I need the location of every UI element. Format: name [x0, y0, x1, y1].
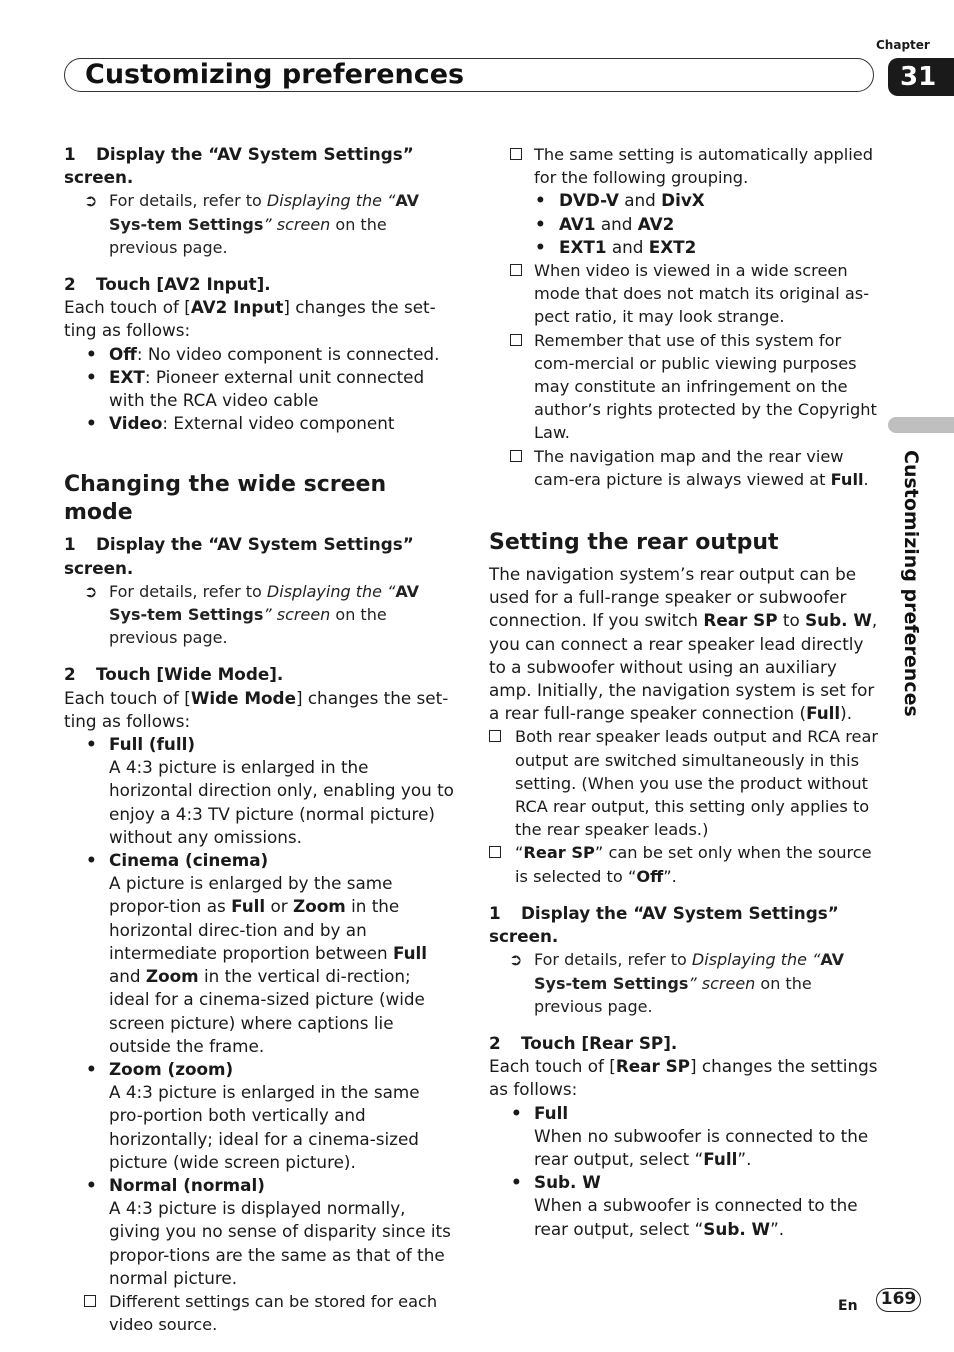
note: “Rear SP” can be set only when the source is selected to “Off”.	[489, 841, 879, 887]
list-item: • Video: External video component	[86, 413, 395, 434]
step-1: 1 Display the “AV System Settings” screen.	[64, 144, 414, 188]
list-item-desc: When a subwoofer is connected to the rear output, select “Sub. W”.	[534, 1195, 858, 1239]
list-item: • DVD-V and DivX	[535, 190, 705, 211]
title-bar	[64, 58, 874, 92]
step-2: 2 Touch [Rear SP].	[489, 1032, 678, 1053]
list-item: • Cinema (cinema)	[86, 850, 269, 871]
side-tab-text: Customizing preferences	[900, 450, 922, 717]
chapter-number: 31	[888, 58, 954, 96]
list-item: • Full (full)	[86, 734, 196, 755]
reference-note: ➲ For details, refer to Displaying the “AV Sys-tem Settings” screen on the previous page.	[84, 581, 420, 648]
list-item-desc: A 4:3 picture is displayed normally, giving you no sense of disparity since its propor-tions are the same as that of the normal picture.	[109, 1198, 451, 1288]
reference-note: ➲ For details, refer to Displaying the “AV Sys-tem Settings” screen on the previous page.	[509, 950, 845, 1016]
step-1: 1 Display the “AV System Settings” screen.	[489, 902, 839, 947]
arrow-icon: ➲	[509, 950, 523, 970]
step-1: 1 Display the “AV System Settings” screen.	[64, 534, 414, 578]
list-item: • Sub. W	[511, 1172, 601, 1193]
chapter-label: Chapter	[876, 38, 930, 52]
section-heading: Changing the wide screen mode	[64, 472, 387, 526]
list-item: • Off: No video component is connected.	[86, 343, 440, 364]
wide-intro: Each touch of [Wide Mode] changes the set-ting as follows:	[64, 687, 449, 731]
left-column	[64, 143, 454, 1336]
page-title: Customizing preferences	[85, 59, 465, 90]
list-item: • Zoom (zoom)	[86, 1058, 234, 1079]
arrow-icon: ➲	[84, 581, 98, 601]
note: When video is viewed in a wide screen mode that does not match its original as-pect ratio, it may look strange.	[489, 259, 879, 329]
list-item-desc: A 4:3 picture is enlarged in the horizontal direction only, enabling you to enjoy a 4:3 TV picture (normal picture) without any omissions.	[109, 757, 454, 847]
note: Both rear speaker leads output and RCA rear output are switched simultaneously in this setting. (When you use the product without RCA rear output, this setting only applies to the rear speaker leads.)	[489, 725, 879, 841]
note: Different settings can be stored for each video source.	[64, 1290, 454, 1336]
rear-paragraph: The navigation system’s rear output can be used for a full-range speaker or subwoofer connection. If you switch Rear SP to Sub. W, you can connect a rear speaker lead directly to a subwoofer without using an auxiliary amp. Initially, the navigation system is set for a rear full-range speaker connection (Full).	[489, 564, 878, 724]
list-item: • Full	[511, 1102, 569, 1123]
step-2: 2 Touch [AV2 Input].	[64, 274, 271, 295]
av2-intro: Each touch of [AV2 Input] changes the set-ting as follows:	[64, 297, 436, 341]
note: Remember that use of this system for com-mercial or public viewing purposes may constitute an infringement on the author’s rights protected by the Copyright Law.	[489, 329, 879, 445]
arrow-icon: ➲	[84, 191, 98, 211]
footer-language: En	[838, 1298, 858, 1314]
section-heading: Setting the rear output	[489, 530, 779, 556]
list-item-desc: When no subwoofer is connected to the rear output, select “Full”.	[534, 1125, 869, 1169]
list-item: • Normal (normal)	[86, 1174, 265, 1195]
side-tab	[888, 417, 954, 433]
list-item: • EXT1 and EXT2	[535, 236, 697, 257]
note: The navigation map and the rear view cam-era picture is always viewed at Full.	[489, 445, 879, 491]
list-item-desc: A 4:3 picture is enlarged in the same pro-portion both vertically and horizontally; ideal for a cinema-sized picture (wide screen picture).	[109, 1082, 420, 1172]
list-item-desc: A picture is enlarged by the same propor-tion as Full or Zoom in the horizontal direc-tion and by an intermediate proportion between Full and Zoom in the vertical di-rection; ideal for a cinema-sized picture (wide screen picture) where captions lie outside the frame.	[109, 873, 428, 1056]
step-2: 2 Touch [Wide Mode].	[64, 664, 284, 685]
right-column	[489, 143, 879, 1241]
rear-intro: Each touch of [Rear SP] changes the settings as follows:	[489, 1056, 878, 1100]
list-item: • EXT: Pioneer external unit connected with the RCA video cable	[86, 366, 425, 411]
reference-note: ➲ For details, refer to Displaying the “AV Sys-tem Settings” screen on the previous page.	[84, 191, 420, 257]
note: The same setting is automatically applied for the following grouping.	[489, 143, 879, 189]
page-number: 169	[876, 1288, 921, 1312]
list-item: • AV1 and AV2	[535, 213, 675, 234]
